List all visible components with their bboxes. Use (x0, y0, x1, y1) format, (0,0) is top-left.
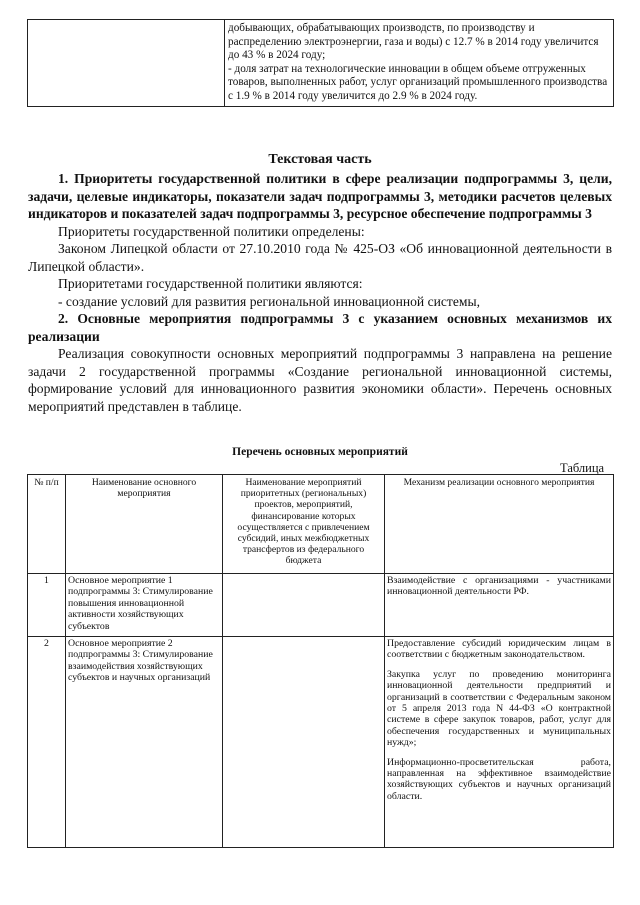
paragraph-innovation-system: - создание условий для развития региональной инновационной системы, (58, 293, 481, 309)
paragraph-implementation: Реализация совокупности основных мероприятий подпрограммы 3 направлена на решение задачи 2 государственной программы «Создание региональной инновационной системы, формирование условий для инновационного развития экономики области». Перечень основных мероприятий представлен в таблице. (28, 346, 612, 414)
row-activity-name: Основное мероприятие 1 подпрограммы 3: Стимулирование повышения инновационной активности хозяйствующих субъектов (66, 574, 223, 637)
activities-table (27, 474, 614, 848)
continuation-right-cell (225, 20, 614, 107)
row-mechanism (385, 637, 614, 848)
continuation-line-1: добывающих, обрабатывающих производств, по производству и распределению электроэнергии, газа и воды) с 12.7 % в 2014 году увеличится до 43 % в 2024 году; (228, 22, 599, 62)
paragraph-priorities-are: Приоритетами государственной политики являются: (58, 276, 363, 291)
table-row (28, 574, 614, 637)
mechanism-item: Закупка услуг по проведению мониторинга инновационной деятельности предприятий и организаций в соответствии с Федеральным законом от 5 апреля 2013 года N 44-ФЗ «О контрактной системе в сфере закупок товаров, работ, услуг для обеспечения государственных и муниципальных нужд»; (387, 668, 611, 749)
row-activity-name: Основное мероприятие 2 подпрограммы 3: Стимулирование взаимодействия хозяйствующих субъектов и научных организаций (66, 637, 223, 848)
text-part (28, 151, 612, 415)
heading-priorities: 1. Приоритеты государственной политики в сфере реализации подпрограммы 3, цели, задачи, целевые индикаторы, показатели задач подпрограммы 3, методики расчетов целевых индикаторов и показателей задач подпрограммы 3, ресурсное обеспечение подпрограммы 3 (28, 171, 612, 221)
row-number: 1 (28, 574, 66, 637)
table-row (28, 637, 614, 848)
continuation-left-cell (28, 20, 225, 107)
row-projects (223, 574, 385, 637)
section-title: Текстовая часть (268, 152, 372, 167)
header-projects: Наименование мероприятий приоритетных (региональных) проектов, мероприятий, финансирование которых осуществляется с привлечением субсидий, иных межбюджетных трансфертов из федерального бюджета (223, 475, 385, 574)
mechanism-item: Взаимодействие с организациями - участниками инновационной деятельности РФ. (387, 575, 611, 598)
continuation-line-2: - доля затрат на технологические инновации в общем объеме отгруженных товаров, выполненных работ, услуг организаций промышленного производства с 1.9 % в 2014 году увеличится до 2.9 % в 2024 году. (228, 62, 608, 102)
table-label: Таблица (560, 461, 605, 475)
heading-main-activities: 2. Основные мероприятия подпрограммы 3 с указанием основных механизмов их реализации (28, 311, 612, 344)
table-header-row (28, 475, 614, 574)
row-mechanism (385, 574, 614, 637)
row-number: 2 (28, 637, 66, 848)
paragraph-law: Законом Липецкой области от 27.10.2010 года № 425-ОЗ «Об инновационной деятельности в Липецкой области». (28, 241, 612, 274)
row-projects (223, 637, 385, 848)
continuation-table (27, 19, 614, 107)
header-activity-name: Наименование основного мероприятия (66, 475, 223, 574)
mechanism-item: Предоставление субсидий юридическим лицам в соответствии с бюджетным законодательством. (387, 638, 611, 661)
paragraph-priorities-defined: Приоритеты государственной политики определены: (58, 223, 365, 239)
header-mechanism: Механизм реализации основного мероприятия (385, 475, 614, 574)
mechanism-item: Информационно-просветительская работа, направленная на эффективное взаимодействие хозяйствующих субъектов и научных организаций области. (387, 756, 611, 802)
table-title: Перечень основных мероприятий (232, 446, 408, 458)
header-number: № п/п (28, 475, 66, 574)
